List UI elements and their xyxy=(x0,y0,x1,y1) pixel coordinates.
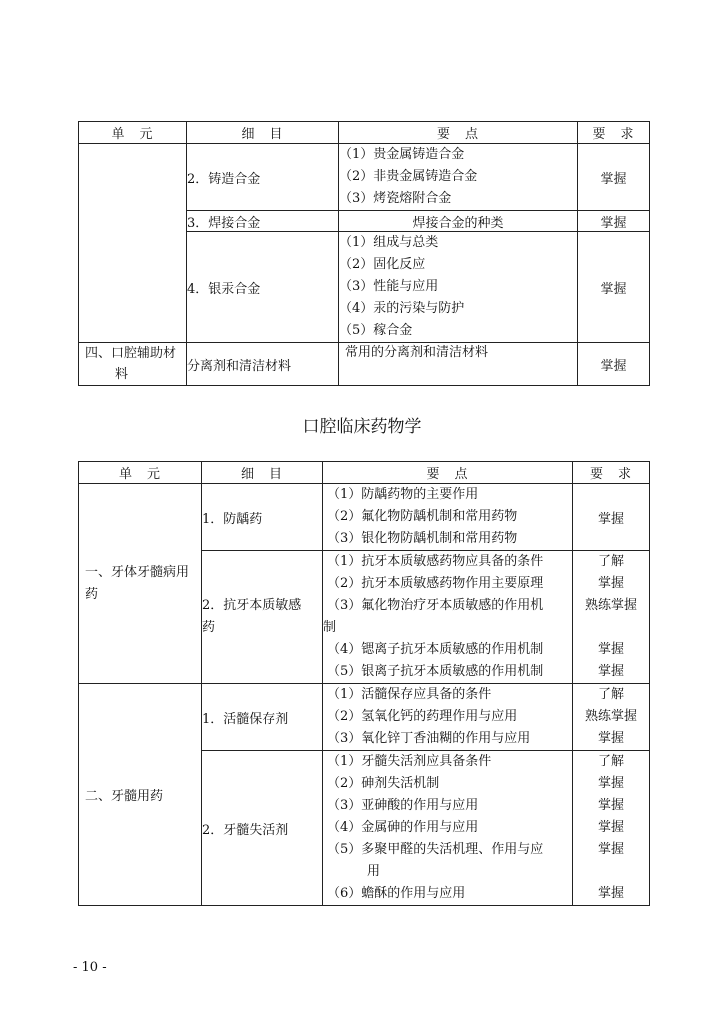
requirement-line: 掌握 xyxy=(597,842,624,857)
point-cell xyxy=(339,232,578,343)
unit-cell xyxy=(79,343,187,386)
point-line: （2）非贵金属铸造合金 xyxy=(339,169,478,184)
point-line: （4）锶离子抗牙本质敏感的作用机制 xyxy=(327,642,544,657)
point-cell: 焊接合金的种类 xyxy=(339,211,578,232)
requirement-line: 掌握 xyxy=(597,798,624,813)
detail-cell: 2．牙髓失活剂 xyxy=(202,751,323,906)
requirement-line: 掌握 xyxy=(597,664,624,679)
point-line: （3）烤瓷熔附合金 xyxy=(339,191,452,206)
requirement-line: 了解 xyxy=(597,554,624,569)
point-line: （3）亚砷酸的作用与应用 xyxy=(327,798,479,813)
requirement-cell: 掌握 xyxy=(573,484,650,551)
point-line: （1）贵金属铸造合金 xyxy=(339,147,465,162)
point-cell xyxy=(339,144,578,211)
table-row xyxy=(79,144,650,211)
page-number: - 10 - xyxy=(73,960,107,975)
point-line: （1）牙髓失活剂应具备条件 xyxy=(327,754,492,769)
unit-cell xyxy=(79,484,202,684)
point-cell xyxy=(339,343,578,386)
requirement-line: 掌握 xyxy=(597,642,624,657)
point-line: （1）活髓保存应具备的条件 xyxy=(327,687,492,702)
point-line: （2）固化反应 xyxy=(339,257,426,272)
unit-cell: 二、牙髓用药 xyxy=(79,684,202,906)
detail-cell: 分离剂和清洁材料 xyxy=(187,343,339,386)
header-point: 要 点 xyxy=(323,462,573,484)
table-row xyxy=(79,684,650,751)
point-line: （1）防龋药物的主要作用 xyxy=(327,487,479,502)
point-line: （6）蟾酥的作用与应用 xyxy=(327,886,466,901)
detail-cell: 1．防龋药 xyxy=(202,484,323,551)
unit-line: 药 xyxy=(85,586,99,602)
unit-line: 料 xyxy=(115,367,129,382)
table-header-row xyxy=(79,462,650,484)
point-line: 常用的分离剂和清洁材料 xyxy=(345,345,489,360)
requirement-line: 掌握 xyxy=(597,820,624,835)
requirement-cell: 掌握 xyxy=(578,144,650,211)
requirement-line: 掌握 xyxy=(597,776,624,791)
requirement-line: 掌握 xyxy=(597,886,624,901)
point-line: （3）氧化锌丁香油糊的作用与应用 xyxy=(327,731,531,746)
requirement-line: 熟练掌握 xyxy=(584,709,637,724)
point-line: （5）多聚甲醛的失活机理、作用与应 xyxy=(327,842,544,857)
unit-line: 四、口腔辅助材 xyxy=(85,346,177,361)
point-line: （5）稼合金 xyxy=(339,323,413,338)
point-line: （4）金属砷的作用与应用 xyxy=(327,820,479,835)
point-line: （3）氟化物治疗牙本质敏感的作用机 xyxy=(327,598,544,613)
point-line: （2）抗牙本质敏感药物作用主要原理 xyxy=(327,576,544,591)
table-row xyxy=(79,343,650,386)
detail-cell: 4．银汞合金 xyxy=(187,232,339,343)
requirement-cell xyxy=(573,751,650,906)
detail-line: 药 xyxy=(202,620,216,635)
pharmacology-table xyxy=(78,461,650,906)
requirement-line: 掌握 xyxy=(597,731,624,746)
point-cell xyxy=(323,551,573,684)
table-header-row xyxy=(79,122,650,144)
header-requirement: 要 求 xyxy=(578,122,650,144)
header-unit: 单 元 xyxy=(79,122,187,144)
requirement-cell: 掌握 xyxy=(578,232,650,343)
header-requirement: 要 求 xyxy=(573,462,650,484)
detail-cell xyxy=(202,551,323,684)
header-point: 要 点 xyxy=(339,122,578,144)
requirement-line xyxy=(573,617,649,639)
header-detail: 细 目 xyxy=(187,122,339,144)
header-detail: 细 目 xyxy=(202,462,323,484)
detail-cell: 3．焊接合金 xyxy=(187,211,339,232)
detail-line: 2．抗牙本质敏感 xyxy=(202,598,302,613)
point-line: （2）砷剂失活机制 xyxy=(327,776,440,791)
point-cell xyxy=(323,484,573,551)
table-row xyxy=(79,484,650,551)
detail-cell: 2．铸造合金 xyxy=(187,144,339,211)
point-line: （3）银化物防龋机制和常用药物 xyxy=(327,531,518,546)
requirement-cell xyxy=(573,684,650,751)
header-unit: 单 元 xyxy=(79,462,202,484)
point-line: 用 xyxy=(367,864,381,879)
detail-cell: 1．活髓保存剂 xyxy=(202,684,323,751)
unit-line: 一、牙体牙髓病用 xyxy=(85,564,190,580)
requirement-line: 了解 xyxy=(597,687,624,702)
materials-table xyxy=(78,121,650,386)
point-line: （2）氟化物防龋机制和常用药物 xyxy=(327,509,518,524)
unit-cell-empty xyxy=(79,144,187,343)
requirement-line: 熟练掌握 xyxy=(584,598,637,613)
point-line: （2）氢氧化钙的药理作用与应用 xyxy=(327,709,518,724)
requirement-cell xyxy=(573,551,650,684)
requirement-line: 掌握 xyxy=(597,576,624,591)
section-title: 口腔临床药物学 xyxy=(302,417,422,437)
point-line: （1）抗牙本质敏感药物应具备的条件 xyxy=(327,554,544,569)
requirement-line: 了解 xyxy=(597,754,624,769)
point-cell xyxy=(323,751,573,906)
point-line: （4）汞的污染与防护 xyxy=(339,301,465,316)
point-line: （5）银离子抗牙本质敏感的作用机制 xyxy=(327,664,544,679)
point-cell xyxy=(323,684,573,751)
requirement-cell: 掌握 xyxy=(578,211,650,232)
point-line: （1）组成与总类 xyxy=(339,235,439,250)
requirement-cell: 掌握 xyxy=(578,343,650,386)
requirement-line xyxy=(573,861,649,883)
point-line: （3）性能与应用 xyxy=(339,279,439,294)
point-line: 制 xyxy=(323,620,337,635)
